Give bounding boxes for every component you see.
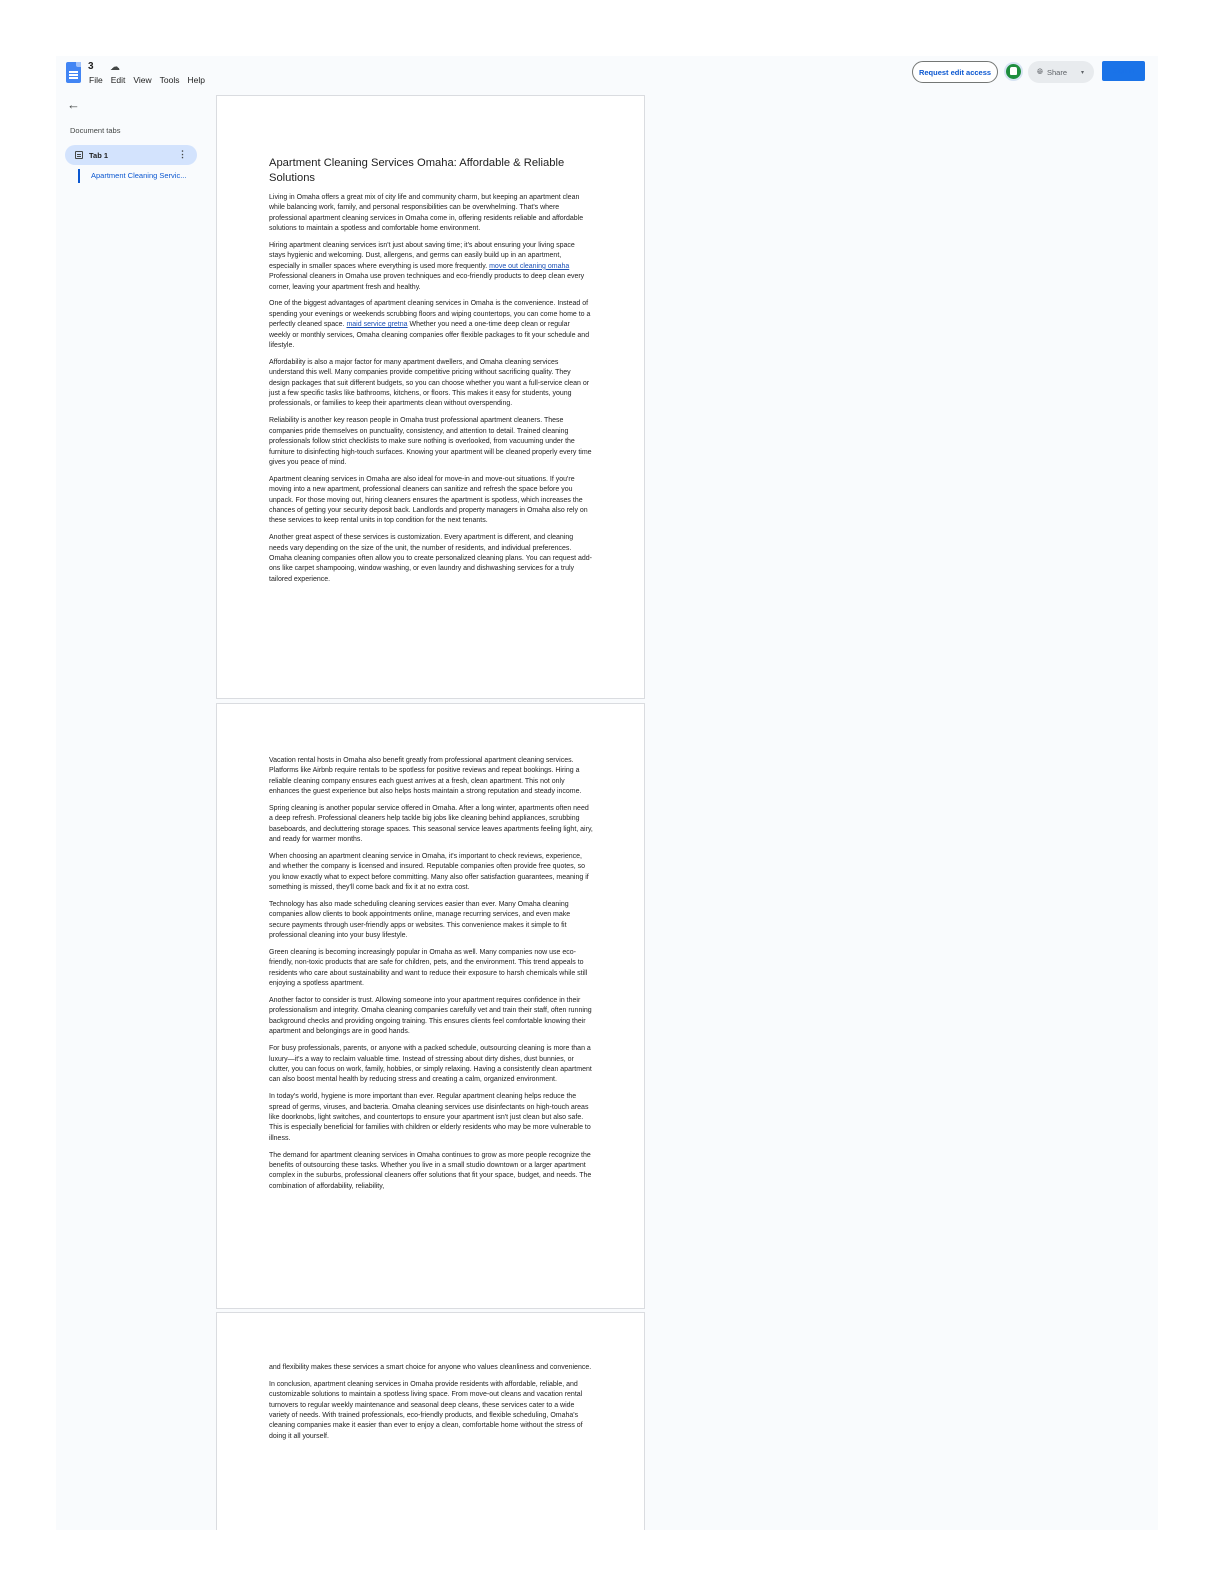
tab-icon [75,151,83,159]
paragraph: Apartment cleaning services in Omaha are also ideal for move-in and move-out situations. If you're moving into a new apartment, professional cleaners can sanitize and refresh the space before you unpack. For those moving out, hiring cleaners ensures the apartment is spotless, which increases the chances of getting your security deposit back. Landlords and property managers in Omaha also rely on these services to keep rental units in top condition for the next tenants. [269,475,588,525]
menu-tools[interactable]: Tools [159,75,180,85]
document-title[interactable]: 3 [88,61,94,72]
paragraph: When choosing an apartment cleaning service in Omaha, it's important to check reviews, experience, and whether the company is licensed and insured. Reputable companies often provide free quotes, so you know exactly what to expect before committing. Many also offer satisfaction guarantees, meaning if something is missed, they'll come back and fix it at no extra cost. [269,853,589,892]
menu-bar [89,75,205,85]
paragraph: Affordability is also a major factor for many apartment dwellers, and Omaha cleaning services understand this well. Many companies provide competitive pricing without sacrificing quality. They design packages that suit different budgets, so you can choose whether you want a full-service clean or just a few specific tasks like bathrooms, kitchens, or floors. This makes it easy for students, young professionals, or families to keep their apartments clean without overspending. [269,358,590,408]
paragraph: The demand for apartment cleaning services in Omaha continues to grow as more people recognize the benefits of outsourcing these tasks. Whether you live in a small studio downtown or a larger apartment complex in the suburbs, professional cleaners offer solutions that fit your space, budget, and needs. The combination of affordability, reliability, [269,1151,592,1190]
sign-in-button[interactable]: Sign in [1102,61,1145,81]
docs-logo-icon[interactable] [66,62,81,83]
paragraph: Reliability is another key reason people in Omaha trust professional apartment cleaners. These companies pride themselves on punctuality, consistency, and attention to detail. Trained cleaning professionals follow strict checklists to make sure nothing is overlooked, from vacuuming under the furniture to disinfecting high-touch surfaces. Knowing your apartment will be cleaned properly every time gives you peace of mind. [269,417,592,466]
back-arrow-icon[interactable]: ← [67,97,80,112]
share-button[interactable] [1028,61,1094,83]
paragraph: Green cleaning is becoming increasingly popular in Omaha as well. Many companies now use eco-friendly, non-toxic products that are safe for children, pets, and the environment. This trend appeals to residents who care about sustainability and want to reduce their exposure to harsh chemicals while still enjoying a spotless apartment. [269,949,588,988]
paragraph: In conclusion, apartment cleaning services in Omaha provide residents with affordable, reliable, and customizable solutions to maintain a spotless living space. From move-out cleans and vacation rental turnovers to regular weekly maintenance and seasonal deep cleans, these services cater to a wide variety of needs. With trained professionals, eco-friendly products, and flexible scheduling, Omaha's cleaning companies make it easier than ever to enjoy a clean, comfortable home without the stress of doing it all yourself. [269,1380,583,1440]
page-content [269,756,593,1199]
paragraph: Hiring apartment cleaning services isn't just about saving time; it's about ensuring your living space stays hygienic and welcoming. Dust, allergens, and germs can easily build up in an apartment, especially in smaller spaces where everything is used more frequently. move out cleaning omaha Professional cleaners in Omaha use proven techniques and eco-friendly products to deep clean every corner, leaving your apartment fresh and healthy. [269,242,585,291]
page-content [269,1363,593,1449]
sidebar-tab-1[interactable] [65,145,197,165]
menu-help[interactable]: Help [187,75,205,85]
outline-heading-link[interactable]: Apartment Cleaning Servic... [78,169,194,183]
inline-link[interactable]: maid service gretna [346,321,408,329]
document-tabs-heading: Document tabs [70,126,121,135]
tab-label: Tab 1 [89,150,109,160]
inline-link[interactable]: move out cleaning omaha [489,262,570,270]
menu-file[interactable]: File [89,75,103,85]
more-options-icon[interactable]: ⋮ [178,149,187,159]
document-page-2 [216,703,645,1309]
paragraph: In today's world, hygiene is more important than ever. Regular apartment cleaning helps reduce the spread of germs, viruses, and bacteria. Omaha cleaning services use disinfectants on high-touch areas like doorknobs, light switches, and countertops to ensure your apartment isn't just clean but also safe. This is especially beneficial for families with children or elderly residents who may be more vulnerable to illness. [269,1093,591,1142]
paragraph: Another factor to consider is trust. Allowing someone into your apartment requires confidence in their professionalism and integrity. Omaha cleaning companies carefully vet and train their staff, often running background checks and providing ongoing training. This ensures clients feel comfortable knowing their apartment and belongings are in good hands. [269,997,592,1036]
user-avatar-icon[interactable] [1004,62,1023,81]
document-page-1 [216,95,645,699]
paragraph: Living in Omaha offers a great mix of city life and community charm, but keeping an apartment clean while balancing work, family, and personal responsibilities can be overwhelming. That's where professional apartment cleaning services in Omaha come in, offering residents reliable and affordable solutions to maintain a spotless and comfortable home environment. [269,194,584,233]
menu-edit[interactable]: Edit [110,75,126,85]
paragraph: Technology has also made scheduling cleaning services easier than ever. Many Omaha cleaning companies allow clients to book appointments online, manage recurring services, and even make secure payments through user-friendly apps or websites. This convenience makes it simple to fit professional cleaning into your busy lifestyle. [269,901,571,940]
document-page-3 [216,1312,645,1530]
request-edit-access-button[interactable]: Request edit access [912,61,998,83]
menu-view[interactable]: View [133,75,152,85]
paragraph: One of the biggest advantages of apartment cleaning services in Omaha is the convenience. Instead of spending your evenings or weekends scrubbing floors and wiping countertops, you can come home to a perfectly cleaned space. maid service gretna Whether you need a one-time deep clean or regular weekly or monthly services, Omaha cleaning companies offer flexible packages to fit your schedule and lifestyle. [269,300,591,350]
share-label: Share [1047,67,1068,77]
paragraph: For busy professionals, parents, or anyone with a packed schedule, outsourcing cleaning is more than a luxury—it's a way to reclaim valuable time. Instead of stressing about dirty dishes, dust bunnies, or clutter, you can focus on work, family, hobbies, or simply relaxing. Having a consistently clean apartment can also boost mental health by reducing stress and creating a calm, organized environment. [269,1045,592,1084]
chevron-down-icon[interactable]: ▾ [1081,69,1085,76]
docs-app [56,56,1158,1530]
page-content [269,156,593,592]
paragraph: Another great aspect of these services is customization. Every apartment is different, and cleaning needs vary depending on the size of the unit, the number of residents, and individual preferences. Omaha cleaning companies often allow you to create personalized cleaning plans. You can request add-ons like carpet shampooing, window washing, or even laundry and dishwashing services for a truly tailored experience. [269,534,592,583]
paragraph: Vacation rental hosts in Omaha also benefit greatly from professional apartment cleaning services. Platforms like Airbnb require rentals to be spotless for positive reviews and repeat bookings. Hiring a reliable cleaning company ensures each guest arrives at a fresh, clean apartment. This not only enhances the guest experience but also helps hosts maintain a strong reputation and steady income. [269,757,582,796]
paragraph: Spring cleaning is another popular service offered in Omaha. After a long winter, apartments often need a deep refresh. Professional cleaners help tackle big jobs like cleaning behind appliances, scrubbing baseboards, and decluttering storage spaces. This seasonal service leaves apartments feeling light, airy, and ready for warmer months. [269,805,593,844]
cloud-status-icon[interactable]: ☁ [110,62,120,73]
globe-icon: 🌐︎ [1037,67,1043,76]
paragraph: and flexibility makes these services a smart choice for anyone who values cleanliness and convenience. [269,1364,592,1371]
top-bar [56,56,1158,96]
document-heading: Apartment Cleaning Services Omaha: Affordable & Reliable Solutions [269,157,565,184]
